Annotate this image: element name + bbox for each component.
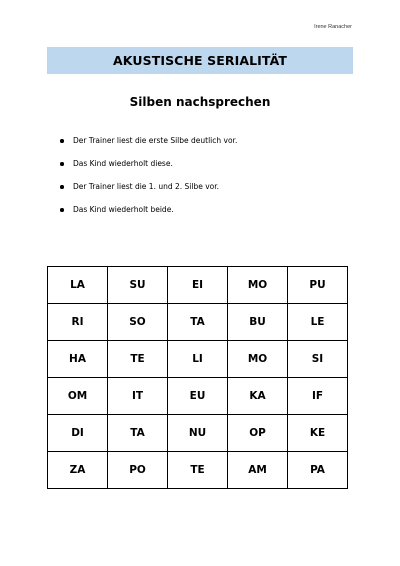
table-row <box>48 415 348 452</box>
bullet-icon <box>60 139 64 143</box>
instruction-item <box>60 157 237 180</box>
syllable-cell: KE <box>288 415 348 452</box>
author-name: Irene Ranacher <box>314 24 352 30</box>
syllable-cell: SU <box>108 267 168 304</box>
syllable-cell: SI <box>288 341 348 378</box>
syllable-cell: EU <box>168 378 228 415</box>
syllable-cell: MO <box>228 341 288 378</box>
syllable-cell: ZA <box>48 452 108 489</box>
table-row <box>48 267 348 304</box>
bullet-icon <box>60 208 64 212</box>
syllable-cell: SO <box>108 304 168 341</box>
title-banner <box>47 47 353 74</box>
syllable-cell: BU <box>228 304 288 341</box>
syllable-cell: PA <box>288 452 348 489</box>
table-row <box>48 304 348 341</box>
syllable-cell: IF <box>288 378 348 415</box>
syllable-cell: OM <box>48 378 108 415</box>
instruction-text: Das Kind wiederholt beide. <box>73 205 174 214</box>
syllable-cell: TE <box>108 341 168 378</box>
table-row <box>48 341 348 378</box>
syllable-cell: TA <box>108 415 168 452</box>
syllable-cell: LA <box>48 267 108 304</box>
table-row <box>48 452 348 489</box>
syllable-cell: LI <box>168 341 228 378</box>
section-subtitle: Silben nachsprechen <box>129 95 271 109</box>
syllable-cell: DI <box>48 415 108 452</box>
bullet-icon <box>60 162 64 166</box>
syllable-cell: LE <box>288 304 348 341</box>
instruction-list <box>60 134 237 226</box>
instruction-text: Das Kind wiederholt diese. <box>73 159 173 168</box>
syllable-cell: PU <box>288 267 348 304</box>
syllable-cell: KA <box>228 378 288 415</box>
syllable-cell: AM <box>228 452 288 489</box>
syllable-cell: TE <box>168 452 228 489</box>
instruction-text: Der Trainer liest die erste Silbe deutlich vor. <box>73 136 238 145</box>
instruction-item <box>60 180 237 203</box>
bullet-icon <box>60 185 64 189</box>
syllable-table <box>47 266 348 489</box>
syllable-cell: HA <box>48 341 108 378</box>
syllable-cell: EI <box>168 267 228 304</box>
instruction-text: Der Trainer liest die 1. und 2. Silbe vor. <box>73 182 220 191</box>
syllable-cell: RI <box>48 304 108 341</box>
syllable-cell: MO <box>228 267 288 304</box>
instruction-item <box>60 203 237 226</box>
instruction-item <box>60 134 237 157</box>
table-row <box>48 378 348 415</box>
syllable-cell: TA <box>168 304 228 341</box>
syllable-cell: IT <box>108 378 168 415</box>
syllable-cell: NU <box>168 415 228 452</box>
syllable-cell: PO <box>108 452 168 489</box>
page-title: AKUSTISCHE SERIALITÄT <box>113 53 287 68</box>
syllable-cell: OP <box>228 415 288 452</box>
